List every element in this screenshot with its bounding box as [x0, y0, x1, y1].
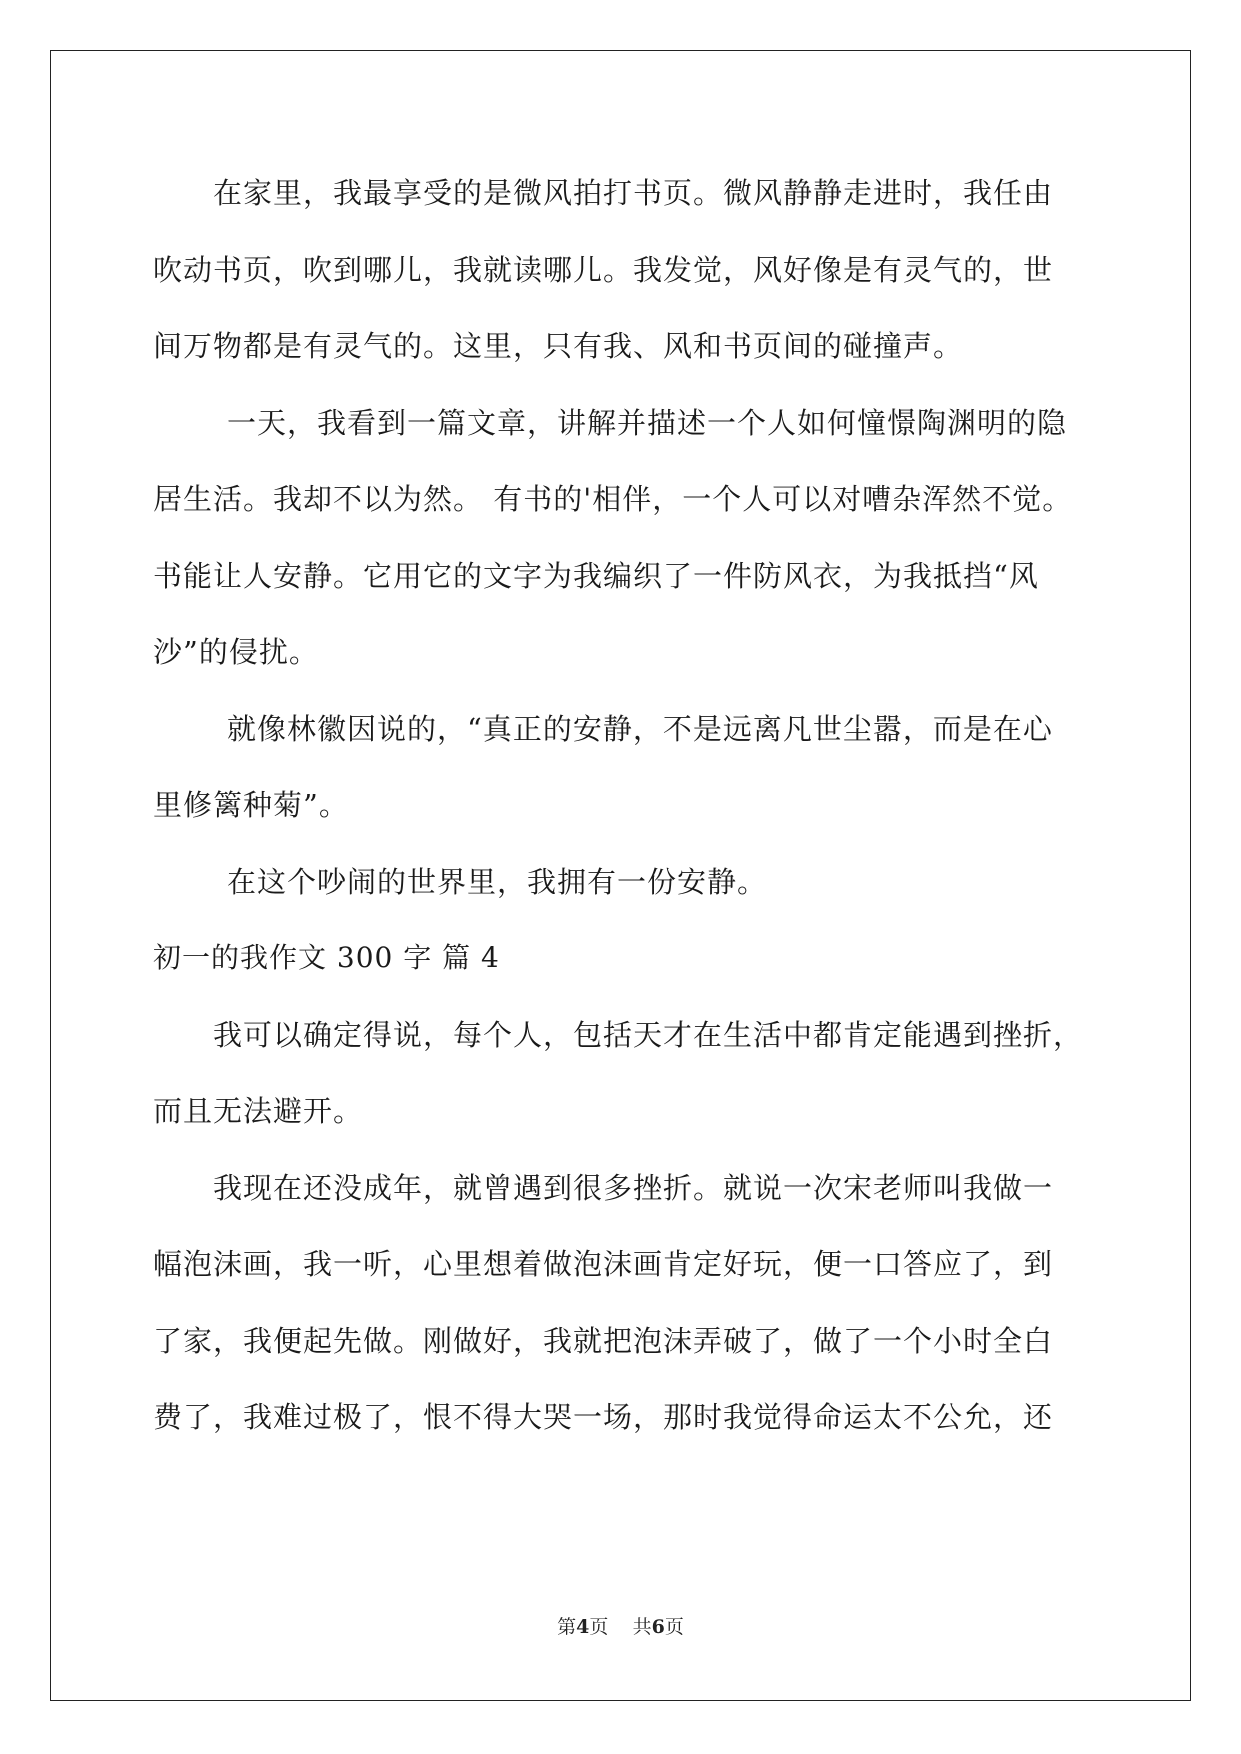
- text-line: 我可以确定得说，每个人，包括天才在生活中都肯定能遇到挫折，: [213, 1017, 1084, 1052]
- page-footer: [0, 1612, 1241, 1639]
- document-body: [153, 155, 1095, 1456]
- footer-suffix: 页: [664, 1616, 684, 1638]
- text-line: 幅泡沫画，我一听，心里想着做泡沫画肯定好玩，便一口答应了，到: [153, 1247, 1054, 1281]
- text-line: 在这个吵闹的世界里，我拥有一份安静。: [227, 864, 768, 899]
- paragraph-3: [153, 691, 1095, 844]
- text-line: 就像林徽因说的，“真正的安静，不是远离凡世尘嚣，而是在心: [227, 711, 1053, 746]
- paragraph-4: [153, 844, 1095, 921]
- text-line: 而且无法避开。: [153, 1094, 364, 1128]
- footer-middle: 页 共: [589, 1616, 652, 1638]
- text-line: 了家，我便起先做。刚做好，我就把泡沫弄破了，做了一个小时全白: [153, 1323, 1054, 1358]
- text-line: 间万物都是有灵气的。这里，只有我、风和书页间的碰撞声。: [153, 329, 964, 363]
- text-line: 在家里，我最享受的是微风拍打书页。微风静静走进时，我任由: [213, 176, 1054, 210]
- paragraph-6: [153, 1150, 1095, 1456]
- text-line: 居生活。我却不以为然。 有书的'相伴，一个人可以对嘈杂浑然不觉。: [153, 482, 1073, 516]
- text-line: 沙”的侵扰。: [153, 635, 319, 669]
- section-heading: 初一的我作文 300 字 篇 4: [153, 941, 500, 974]
- paragraph-5: [153, 997, 1095, 1150]
- total-page-number: 6: [651, 1616, 665, 1638]
- footer-prefix: 第: [557, 1616, 577, 1638]
- paragraph-1: [153, 155, 1095, 385]
- text-line: 吹动书页，吹到哪儿，我就读哪儿。我发觉，风好像是有灵气的，世: [153, 252, 1054, 287]
- current-page-number: 4: [576, 1616, 590, 1638]
- text-line: 书能让人安静。它用它的文字为我编织了一件防风衣，为我抵挡“风: [153, 558, 1039, 593]
- text-line: 里修篱种菊”。: [153, 788, 349, 822]
- text-line: 一天，我看到一篇文章，讲解并描述一个人如何憧憬陶渊明的隐: [227, 405, 1068, 440]
- text-line: 我现在还没成年，就曾遇到很多挫折。就说一次宋老师叫我做一: [213, 1170, 1054, 1205]
- text-line: 费了，我难过极了，恨不得大哭一场，那时我觉得命运太不公允，还: [153, 1400, 1054, 1434]
- paragraph-2: [153, 385, 1095, 691]
